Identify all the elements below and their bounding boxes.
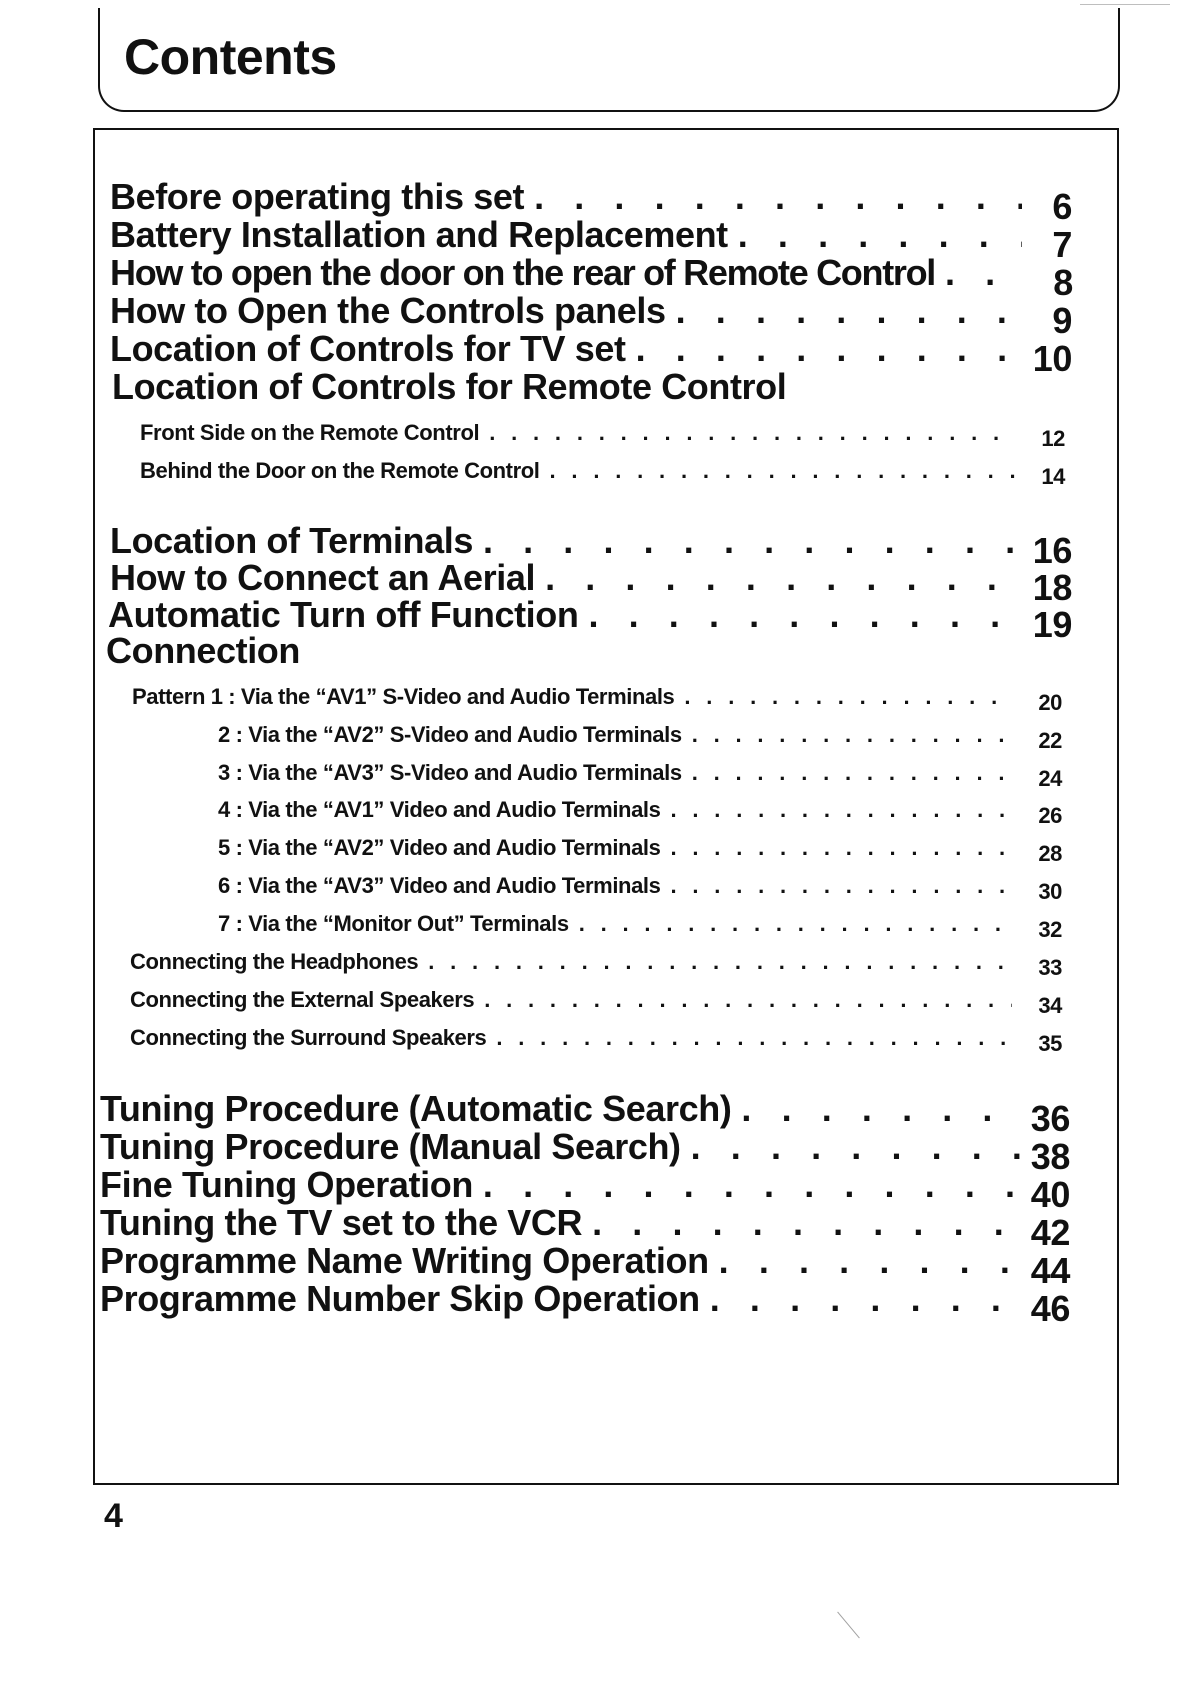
toc-entry-page: 40 [1030,1174,1070,1215]
toc-entry-page: 20 [1038,690,1062,715]
toc-subentry[interactable] [218,760,1062,791]
toc-entry-title: Fine Tuning Operation [100,1164,473,1205]
toc-entry-page: 24 [1038,766,1062,791]
dot-leader [636,328,1022,370]
toc-entry[interactable] [110,328,1072,379]
toc-entry[interactable] [110,214,1072,265]
toc-entry-page: 28 [1038,841,1062,866]
pattern-number: 5 [218,835,230,860]
page-number: 4 [104,1497,123,1535]
toc-entry-page: 22 [1038,728,1062,753]
toc-subentry[interactable] [140,420,1065,451]
toc-subentry[interactable] [140,458,1065,489]
toc-subentry[interactable] [132,684,1062,715]
toc-entry-title: Behind the Door on the Remote Control [140,458,540,483]
scan-mark [1080,4,1170,5]
dot-leader [579,911,1012,937]
toc-entry-title: Battery Installation and Replacement [110,214,728,255]
toc-entry-title [218,911,569,937]
toc-entry-page: 35 [1038,1031,1062,1056]
dot-leader [670,873,1012,899]
toc-subentry[interactable] [218,835,1062,866]
dot-leader [691,1126,1020,1168]
pattern-title: : Via the “Monitor Out” Terminals [235,911,569,936]
dot-leader [670,835,1012,861]
dot-leader [428,949,1012,975]
dot-leader [496,1025,1012,1051]
dot-leader [692,760,1012,786]
toc-entry[interactable] [100,1164,1070,1215]
dot-leader [710,1278,1020,1320]
toc-entry-page: 33 [1038,955,1062,980]
toc-entry-title: Connecting the External Speakers [130,987,475,1012]
toc-entry-title: Connection [106,630,300,671]
toc-entry-page: 46 [1030,1288,1070,1329]
dot-leader [550,458,1015,484]
pattern-title: : Via the “AV2” Video and Audio Terminals [235,835,661,860]
toc-entry-title [132,684,674,710]
toc-section-heading[interactable] [112,366,1072,408]
pattern-title: : Via the “AV3” Video and Audio Terminals [235,873,661,898]
dot-leader [738,214,1022,256]
toc-entry-page: 26 [1038,803,1062,828]
dot-leader [483,1164,1020,1206]
toc-entry-title: Automatic Turn off Function [108,594,579,635]
toc-entry[interactable] [100,1240,1070,1291]
dot-leader [692,722,1012,748]
dot-leader [684,684,1012,710]
toc-entry-title: Location of Controls for TV set [110,328,626,369]
toc-entry-title: Before operating this set [110,176,525,217]
toc-entry-title: Tuning Procedure (Automatic Search) [100,1088,732,1129]
toc-entry[interactable] [110,557,1072,608]
toc-entry[interactable] [110,252,1072,303]
toc-entry-title [218,760,682,786]
toc-entry-title: Connecting the Headphones [130,949,419,974]
toc-entry-page: 9 [1052,300,1072,341]
toc-entry-page: 12 [1041,426,1065,451]
toc-entry[interactable] [100,1202,1070,1253]
pattern-number: 3 [218,760,230,785]
toc-entry[interactable] [100,1126,1070,1177]
toc-entry[interactable] [110,290,1072,341]
toc-entry-title: Front Side on the Remote Control [140,420,480,445]
toc-entry-title: Programme Name Writing Operation [100,1240,709,1281]
toc-entry-page: 44 [1030,1250,1070,1291]
toc-entry-page: 30 [1038,879,1062,904]
toc-subentry[interactable] [218,797,1062,828]
toc-subentry[interactable] [218,873,1062,904]
dot-leader [534,176,1022,218]
dot-leader [676,290,1022,332]
dot-leader [484,987,1012,1013]
toc-entry-title: How to open the door on the rear of Remote Control [110,252,935,293]
dot-leader [545,557,1022,599]
toc-entry-page: 19 [1032,604,1072,645]
toc-entry-title: Programme Number Skip Operation [100,1278,700,1319]
dot-leader [945,252,1022,294]
pattern-title: : Via the “AV1” Video and Audio Terminals [235,797,661,822]
toc-section-heading[interactable] [106,630,1072,672]
pattern-number: 6 [218,873,230,898]
dot-leader [483,520,1022,562]
toc-entry-title [218,873,660,899]
pattern-title: : Via the “AV2” S-Video and Audio Terminals [235,722,682,747]
dot-leader [670,797,1012,823]
toc-entry-page: 34 [1038,993,1062,1018]
toc-entry-title: Tuning Procedure (Manual Search) [100,1126,681,1167]
toc-entry-title: Location of Controls for Remote Control [112,366,787,407]
pattern-number: 7 [218,911,230,936]
toc-entry-title [218,722,682,748]
toc-entry-page: 10 [1032,338,1072,379]
toc-subentry[interactable] [130,1025,1062,1056]
toc-entry-page: 7 [1052,224,1072,265]
toc-entry[interactable] [100,1278,1070,1329]
pattern-title: : Via the “AV1” S-Video and Audio Terminals [228,684,675,709]
toc-entry-title [218,835,660,861]
toc-entry-page: 36 [1030,1098,1070,1139]
toc-entry-page: 14 [1041,464,1065,489]
toc-entry-title: Connecting the Surround Speakers [130,1025,487,1050]
toc-entry-title: Tuning the TV set to the VCR [100,1202,583,1243]
dot-leader [592,1202,1020,1244]
toc-subentry[interactable] [218,722,1062,753]
toc-entry-page: 42 [1030,1212,1070,1253]
pattern-number: 4 [218,797,230,822]
toc-entry-title [218,797,660,823]
toc-entry-page: 6 [1052,186,1072,227]
toc-entry-page: 16 [1032,530,1072,571]
toc-entry[interactable] [100,1088,1070,1139]
pattern-number: 2 [218,722,230,747]
toc-entry[interactable] [110,520,1072,571]
toc-subentry[interactable] [218,911,1062,942]
page-title: Contents [124,29,337,85]
toc-entry-page: 18 [1032,567,1072,608]
toc-entry-page: 38 [1030,1136,1070,1177]
toc-entry-title: How to Connect an Aerial [110,557,536,598]
pattern-number: 1 [210,684,223,709]
toc-entry[interactable] [110,176,1072,227]
toc-entry-title: Location of Terminals [110,520,473,561]
dot-leader [719,1240,1020,1282]
pattern-title: : Via the “AV3” S-Video and Audio Terminals [235,760,682,785]
pattern-label: Pattern [132,684,205,709]
toc-subentry[interactable] [130,949,1062,980]
dot-leader [489,420,1015,446]
toc-subentry[interactable] [130,987,1062,1018]
dot-leader [741,1088,1020,1130]
toc-entry-page: 32 [1038,917,1062,942]
toc-entry-title: How to Open the Controls panels [110,290,666,331]
toc-entry-page: 8 [1053,262,1072,303]
